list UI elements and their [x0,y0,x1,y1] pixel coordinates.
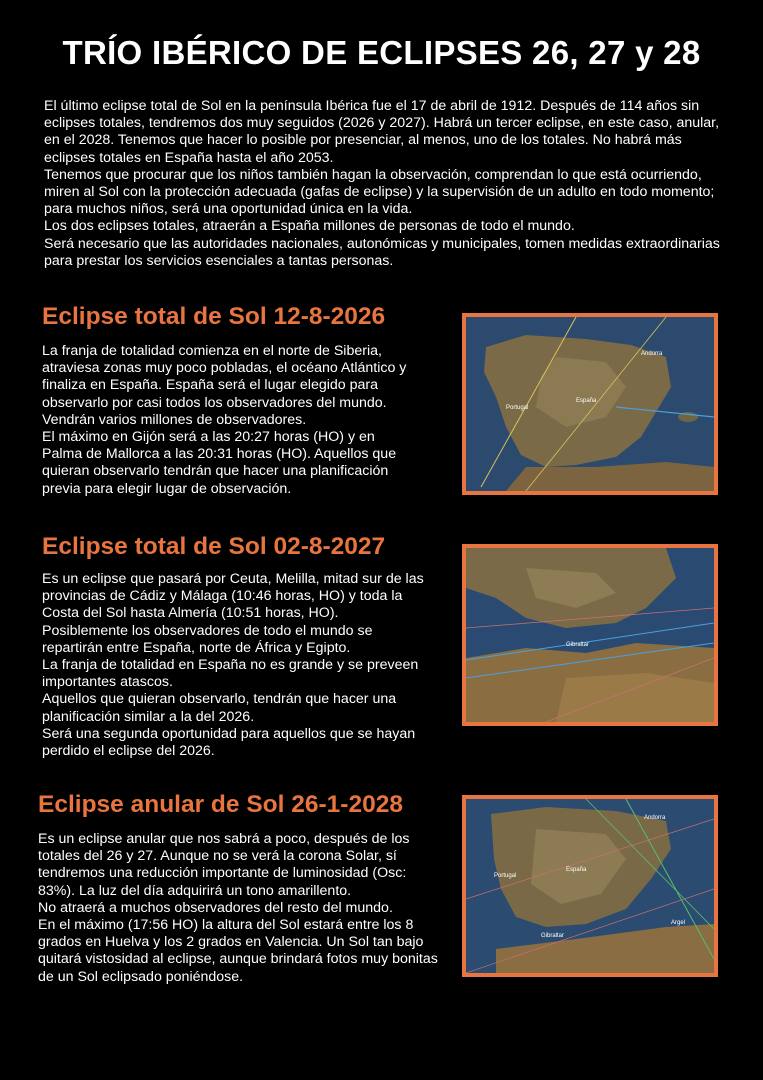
map-image-2028 [462,795,718,977]
section-heading-2026: Eclipse total de Sol 12-8-2026 [42,303,386,330]
section-paragraph: Es un eclipse que pasará por Ceuta, Melilla, mitad sur de las provincias de Cádiz y Málaga (10:46 horas, HO) y toda la Costa del Sol hasta Almería (10:51 horas, HO). [42,571,424,622]
section-paragraph: La franja de totalidad en España no es grande y se preveen importantes atascos. [42,657,419,691]
section-heading-2027: Eclipse total de Sol 02-8-2027 [42,533,386,560]
map-label: Portugal [494,873,517,879]
intro-paragraph: El último eclipse total de Sol en la península Ibérica fue el 17 de abril de 1912. Después de 114 años sin eclipses totales, tendremos dos muy seguidos (2026 y 2027). Habrá un tercer eclipse, en este caso, anular, en el 2028. Tenemos que hacer lo posible por presenciar, al menos, uno de los totales. No habrá más eclipses totales en España hasta el año 2053. [44,98,720,166]
section-paragraph: El máximo en Gijón será a las 20:27 horas (HO) y en Palma de Mallorca a las 20:31 horas (HO). Aquellos que quieran observarlo tendrán que hacer una planificación previa para elegir lugar de observación. [42,429,397,497]
section-paragraph: En el máximo (17:56 HO) la altura del Sol estará entre los 8 grados en Huelva y los 2 grados en Valencia. Un Sol tan bajo quitará vistosidad al eclipse, aunque brindará fotos muy bonitas de un Sol eclipsado poniéndose. [38,917,438,985]
map-label: Argel [671,920,686,926]
section-paragraph: Posiblemente los observadores de todo el mundo se repartirán entre España, norte de África y Egipto. [42,622,373,656]
map-image-2026 [462,313,718,495]
section-paragraph: No atraerá a muchos observadores del resto del mundo. [38,899,393,916]
map-label: Portugal [506,405,529,411]
intro-text [44,98,734,270]
intro-paragraph: Los dos eclipses totales, atraerán a España millones de personas de todo el mundo. [44,218,575,235]
section-paragraph: Será una segunda oportunidad para aquellos que se hayan perdido el eclipse del 2026. [42,725,416,760]
section-paragraph: Aquellos que quieran observarlo, tendrán que hacer una planificación similar a la del 2026. [42,691,397,725]
map-label: Andorra [641,351,663,357]
map-label: Gibraltar [566,642,590,648]
section-body-2026 [42,343,417,498]
map-label: España [566,867,587,873]
section-heading-2028: Eclipse anular de Sol 26-1-2028 [38,791,403,818]
section-paragraph: Es un eclipse anular que nos sabrá a poco, después de los totales del 26 y 27. Aunque no se verá la corona Solar, sí tendremos una reducción importante de luminosidad (Osc: 83%). La luz del día adquirirá un tono amarillento. [38,831,410,899]
intro-paragraph: Será necesario que las autoridades nacionales, autonómicas y municipales, tomen medidas extraordinarias para prestar los servicios esenciales a tantas personas. [44,235,720,269]
section-body-2028 [38,831,443,986]
map-label: Andorra [644,815,666,821]
map-image-2027 [462,544,718,726]
page-title: TRÍO IBÉRICO DE ECLIPSES 26, 27 y 28 [62,34,701,71]
map-label: España [576,398,597,404]
intro-paragraph: Tenemos que procurar que los niños también hagan la observación, comprendan lo que está ocurriendo, miren al Sol con la protección adecuada (gafas de eclipse) y la supervisión de un adulto en todo momento; para muchos niños, será una oportunidad única en la vida. [44,166,715,218]
section-paragraph: La franja de totalidad comienza en el norte de Siberia, atraviesa zonas muy poco pobladas, el océano Atlántico y finaliza en España. España será el lugar elegido para observarlo por casi todos los observadores del mundo. Vendrán varios millones de observadores. [42,343,407,428]
section-body-2027 [42,571,437,760]
map-label: Gibraltar [541,933,565,939]
